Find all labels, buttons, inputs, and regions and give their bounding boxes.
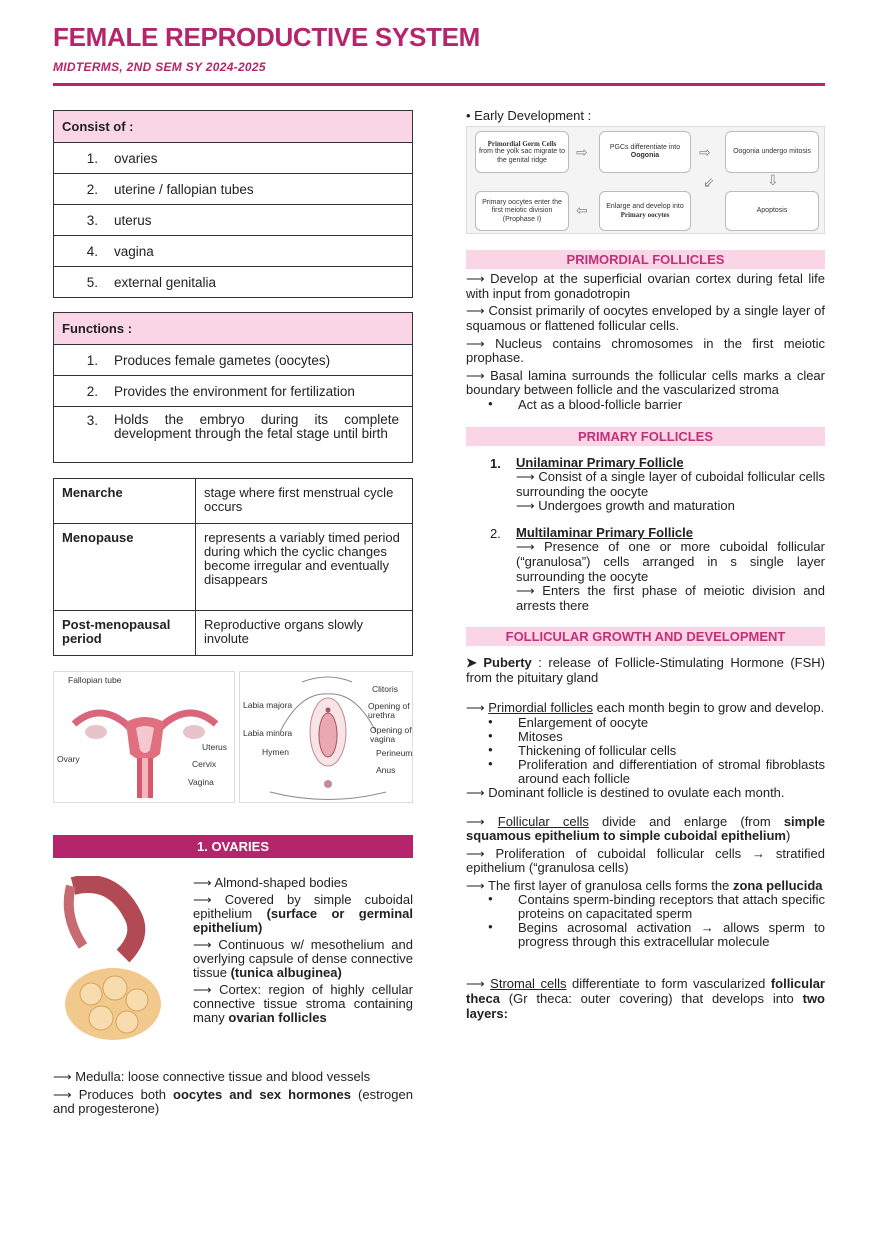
item-title: Multilaminar Primary Follicle [516, 524, 693, 540]
label-anus: Anus [376, 765, 396, 775]
item-text: vagina [114, 243, 154, 259]
ovary-point: ⟶ Almond-shaped bodies [193, 875, 348, 890]
label-hymen: Hymen [262, 747, 289, 757]
list-item [54, 205, 413, 236]
growth-section-2 [466, 786, 825, 893]
item-text: uterus [114, 212, 152, 228]
title-divider [53, 83, 825, 86]
list-item [54, 267, 413, 298]
point: ⟶ Presence of one or more cuboidal follicular (“granulosa”) cells arranged in s single layer surrounding the oocyte [516, 539, 825, 584]
growth-section-3 [466, 977, 825, 1021]
growth-bullets [466, 716, 825, 786]
def-text: represents a variably timed period during which the cyclic changes become irregular and eventually disappears [196, 524, 413, 611]
label-labia-majora: Labia majora [243, 700, 293, 710]
item-number: 2. [86, 181, 98, 197]
list-item: ● Act as a blood-follicle barrier [488, 398, 825, 412]
point: ➤ Puberty : release of Follicle-Stimulating Hormone (FSH) from the pituitary gland [466, 655, 825, 685]
table-row [54, 524, 413, 611]
item-text: external genitalia [114, 274, 217, 290]
consist-heading: Consist of : [54, 111, 413, 143]
table-row [54, 479, 413, 524]
table-row [54, 611, 413, 656]
ovary-point: ⟶ Medulla: loose connective tissue and blood vessels [53, 1069, 371, 1084]
item-text: Produces female gametes (oocytes) [114, 352, 331, 368]
ovaries-extra [53, 1070, 413, 1117]
ovary-point: ⟶ Produces both oocytes and sex hormones (estrogen and progesterone) [53, 1086, 413, 1117]
item-number: 3. [86, 212, 98, 228]
left-column [53, 110, 413, 1120]
label-uterus: Uterus [202, 742, 228, 752]
arrow-right-icon: ⇨ [699, 144, 711, 161]
item-number: 5. [86, 274, 98, 290]
flow-step-apoptosis: Apoptosis [725, 191, 819, 231]
arrow-left-icon: ⇦ [576, 202, 588, 219]
list-item [54, 345, 413, 376]
flow-step-prophase: Primary oocytes enter the first meiotic division (Prophase I) [475, 191, 569, 231]
point: ⟶ Follicular cells divide and enlarge (from simple squamous epithelium to simple cuboidal epithelium) [466, 813, 825, 844]
ovaries-points [193, 876, 413, 1046]
label-labia-minora: Labia minora [243, 728, 293, 738]
follicular-growth-heading: FOLLICULAR GROWTH AND DEVELOPMENT [466, 627, 825, 646]
item-number: 2. [86, 383, 98, 399]
def-term: Post-menopausal period [54, 611, 196, 656]
internal-anatomy-figure [53, 671, 235, 803]
right-column [466, 108, 825, 1024]
list-item [54, 376, 413, 407]
label-perineum: Perineum [376, 748, 413, 758]
list-item: ● Enlargement of oocyte [488, 716, 825, 730]
early-development-label: • Early Development : [466, 108, 592, 123]
item-number: 3. [86, 413, 98, 428]
point: ⟶ Enters the first phase of meiotic division and arrests there [516, 583, 825, 613]
page-title: FEMALE REPRODUCTIVE SYSTEM [53, 22, 481, 52]
consist-of-table [53, 110, 413, 298]
ovary-point: ⟶ Continuous w/ mesothelium and overlying capsule of dense connective tissue (tunica albuginea) [193, 937, 413, 981]
item-number: 1. [490, 455, 501, 471]
def-text: Reproductive organs slowly involute [196, 611, 413, 656]
item-title: Unilaminar Primary Follicle [516, 454, 684, 470]
flow-step-primordial-germ-cells: Primordial Germ Cells from the yolk sac migrate to the genital ridge [475, 131, 569, 173]
item-number: 4. [86, 243, 98, 259]
point: ⟶ Consist primarily of oocytes enveloped by a single layer of squamous or flattened follicular cells. [466, 303, 825, 333]
arrow-right-icon: ⇨ [576, 144, 588, 161]
ovaries-heading: 1. OVARIES [53, 835, 413, 858]
ovaries-section [53, 876, 413, 1046]
point: ⟶ Develop at the superficial ovarian cortex during fetal life with input from gonadotropin [466, 271, 825, 301]
list-item [466, 526, 825, 613]
point: ⟶ Basal lamina surrounds the follicular cells marks a clear boundary between follicle and the vascularized stroma [466, 367, 825, 398]
functions-heading: Functions : [54, 313, 413, 345]
arrow-diagonal-icon: ⇙ [703, 174, 715, 191]
list-item: ● Proliferation and differentiation of stromal fibroblasts around each follicle [488, 758, 825, 786]
point: ⟶ Nucleus contains chromosomes in the first meiotic prophase. [466, 335, 825, 366]
def-text: stage where first menstrual cycle occurs [196, 479, 413, 524]
item-text: ovaries [114, 150, 158, 166]
ovary-illustration [53, 876, 179, 1046]
flow-step-oogonia: PGCs differentiate into Oogonia [599, 131, 691, 173]
label-cervix: Cervix [192, 759, 217, 769]
list-item [54, 174, 413, 205]
label-ovary: Ovary [57, 754, 80, 764]
anatomy-figures [53, 671, 413, 803]
item-number: 1. [86, 150, 98, 166]
point: ⟶ Dominant follicle is destined to ovulate each month. [466, 785, 785, 800]
list-item [466, 456, 825, 514]
point: ⟶ The first layer of granulosa cells forms the zona pellucida [466, 877, 823, 893]
external-anatomy-figure [239, 671, 413, 803]
list-item: ● Contains sperm-binding receptors that attach specific proteins on capacitated sperm [488, 893, 825, 921]
early-development-flowchart [466, 126, 825, 234]
label-vagina: Vagina [188, 777, 214, 787]
definitions-table [53, 478, 413, 656]
item-text: uterine / fallopian tubes [114, 181, 254, 197]
label-urethra-opening: Opening of urethra [368, 701, 410, 720]
list-item [54, 143, 413, 174]
page-subtitle: MIDTERMS, 2ND SEM SY 2024-2025 [53, 60, 266, 74]
item-text: Provides the environment for fertilization [114, 383, 355, 399]
point: ⟶ Undergoes growth and maturation [516, 498, 735, 514]
growth-section [466, 656, 825, 716]
list-item: ● Begins acrosomal activation → allows sperm to progress through this extracellular molecule [488, 921, 825, 949]
zona-bullets [466, 893, 825, 949]
primordial-section [466, 272, 825, 397]
point: ⟶ Primordial follicles each month begin to grow and develop. [466, 700, 825, 716]
arrow-down-icon: ⇩ [767, 172, 779, 189]
functions-table [53, 312, 413, 463]
label-fallopian-tube: Fallopian tube [68, 675, 122, 685]
item-number: 1. [86, 352, 98, 368]
label-clitoris: Clitoris [372, 684, 398, 694]
item-text: Holds the embryo during its complete development through the fetal stage until birth [114, 412, 399, 442]
list-item: ● Thickening of follicular cells [488, 744, 825, 758]
ovary-point: ⟶ Covered by simple cuboidal epithelium (surface or germinal epithelium) [193, 892, 413, 936]
ovary-point: ⟶ Cortex: region of highly cellular connective tissue stroma containing many ovarian follicles [193, 982, 413, 1026]
list-item: ● Mitoses [488, 730, 825, 744]
def-term: Menarche [54, 479, 196, 524]
flow-step-primary-oocytes: Enlarge and develop into Primary oocytes [599, 191, 691, 231]
point: ⟶ Proliferation of cuboidal follicular cells → stratified epithelium (“granulosa cells) [466, 845, 825, 876]
item-number: 2. [490, 525, 501, 541]
def-term: Menopause [54, 524, 196, 611]
flow-step-mitosis: Oogonia undergo mitosis [725, 131, 819, 173]
list-item [54, 236, 413, 267]
primary-follicles-heading: PRIMARY FOLLICLES [466, 427, 825, 446]
primordial-follicles-heading: PRIMORDIAL FOLLICLES [466, 250, 825, 269]
list-item [54, 407, 413, 463]
label-vaginal-opening: Opening of vagina [370, 725, 412, 744]
primordial-bullets [466, 398, 825, 412]
point: ⟶ Stromal cells differentiate to form vascularized follicular theca (Gr theca: outer covering) that develops into two layers: [466, 976, 825, 1021]
point: ⟶ Consist of a single layer of cuboidal follicular cells surrounding the oocyte [516, 469, 825, 499]
